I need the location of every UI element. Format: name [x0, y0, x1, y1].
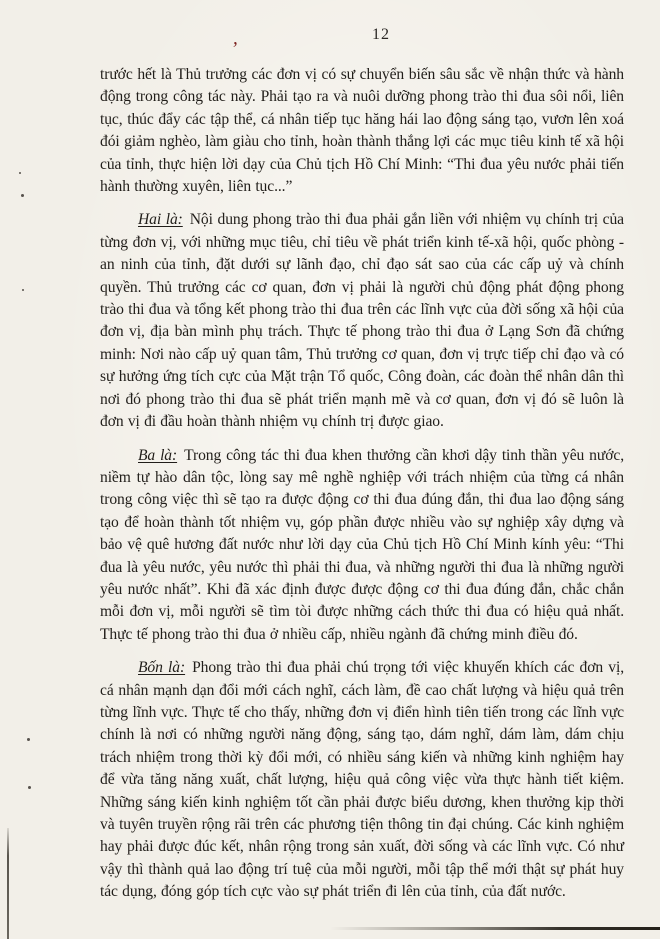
body-paragraph [100, 209, 624, 433]
scan-speck [22, 289, 24, 291]
body-paragraph [100, 657, 624, 903]
paragraph-lead: Ba là: [138, 446, 178, 464]
paragraph-text: Trong công tác thi đua khen thưởng cần khơi dậy tinh thần yêu nước, niềm tự hào dân tộc, lòng say mê nghề nghiệp với trách nhiệm của từng cá nhân trong công việc thì sẽ tạo ra được động cơ thi đua đúng đắn, thi đua lao động sáng tạo để hoàn thành tốt nhiệm vụ, góp phần được nhiều vào sự nghiệp xây dựng và bảo vệ quê hương đất nước như lời dạy của Chủ tịch Hồ Chí Minh kính yêu: “Thi đua là yêu nước, yêu nước thì phải thi đua, và những người thi đua là những người yêu nước nhất”. Khi đã xác định được được động cơ thi đua đúng đắn, chắc chắn mỗi đơn vị, mỗi người sẽ tìm tòi được những cách thức thi đua có hiệu quả nhất. Thực tế phong trào thi đua ở nhiều cấp, nhiều ngành đã chứng minh điều đó. [100, 446, 624, 643]
scan-speck [21, 194, 24, 197]
scan-speck [28, 786, 31, 789]
scan-stray-mark: , [233, 28, 238, 49]
paragraph-text: Nội dung phong trào thi đua phải gắn liền với nhiệm vụ chính trị của từng đơn vị, với những mục tiêu, chỉ tiêu về phát triển kinh tế-xã hội, quốc phòng -an ninh của tỉnh, đặt dưới sự lãnh đạo, chỉ đạo sát sao của các cấp uỷ và chính quyền. Thủ trưởng các cơ quan, đơn vị phải là người chủ động phát động phong trào thi đua và tổng kết phong trào thi đua trên các lĩnh vực của đời sống xã hội của đơn vị, địa bàn mình phụ trách. Thực tế phong trào thi đua ở Lạng Sơn đã chứng minh: Nơi nào cấp uỷ quan tâm, Thủ trưởng cơ quan, đơn vị trực tiếp chỉ đạo và có sự hưởng ứng tích cực của Mặt trận Tổ quốc, Công đoàn, các đoàn thể nhân dân thì nơi đó phong trào thi đua sẽ phát triển mạnh mẽ và cơ quan, đơn vị đó sẽ luôn là đơn vị đi đầu hoàn thành nhiệm vụ chính trị được giao. [100, 211, 624, 431]
paragraph-lead: Bốn là: [138, 659, 186, 677]
body-paragraph [100, 445, 624, 647]
body-paragraph [100, 64, 624, 198]
page-number: 12 [372, 26, 390, 43]
paragraph-text: Phong trào thi đua phải chú trọng tới việc khuyến khích các đơn vị, cá nhân mạnh dạn đổi mới cách nghĩ, cách làm, đề cao chất lượng và hiệu quả trên từng lĩnh vực. Thực tế cho thấy, những đơn vị điển hình tiên tiến trong các lĩnh vực chính là nơi có những người năng động, sáng tạo, dám nghĩ, dám làm, dám chịu trách nhiệm trong thời kỳ đổi mới, có nhiều sáng kiến và những kinh nghiệm hay để vừa tăng năng xuất, chất lượng, hiệu quả công việc vừa thực hành tiết kiệm. Những sáng kiến kinh nghiệm tốt cần phải được biểu dương, khen thưởng kịp thời và tuyên truyền rộng rãi trên các phương tiện thông tin đại chúng. Các kinh nghiệm hay phải được đúc kết, nhân rộng trong sản xuất, đời sống và các lĩnh vực. Có như vậy thì thành quả lao động trí tuệ của mỗi người, mỗi tập thể mới thật sự phát huy tác dụng, đóng góp tích cực vào sự phát triển đi lên của tỉnh, của đất nước. [100, 659, 625, 901]
scan-speck [27, 738, 30, 741]
document-body [100, 64, 624, 904]
scan-edge-left-line [7, 828, 9, 939]
scan-edge-bottom-line [330, 927, 660, 930]
scan-speck [19, 172, 21, 174]
paragraph-text: trước hết là Thủ trưởng các đơn vị có sự chuyển biến sâu sắc về nhận thức và hành động trong công tác này. Phải tạo ra và nuôi dưỡng phong trào thi đua sôi nổi, liên tục, thúc đẩy các tập thể, cá nhân tiếp tục hăng hái lao động sáng tạo, vươn lên xoá đói giảm nghèo, làm giàu cho tỉnh, hoàn thành thắng lợi các mục tiêu kinh tế xã hội của tỉnh, thực hiện lời dạy của Chủ tịch Hồ Chí Minh: “Thi đua yêu nước phải tiến hành thường xuyên, liên tục...” [100, 66, 624, 196]
paragraph-lead: Hai là: [138, 211, 183, 229]
